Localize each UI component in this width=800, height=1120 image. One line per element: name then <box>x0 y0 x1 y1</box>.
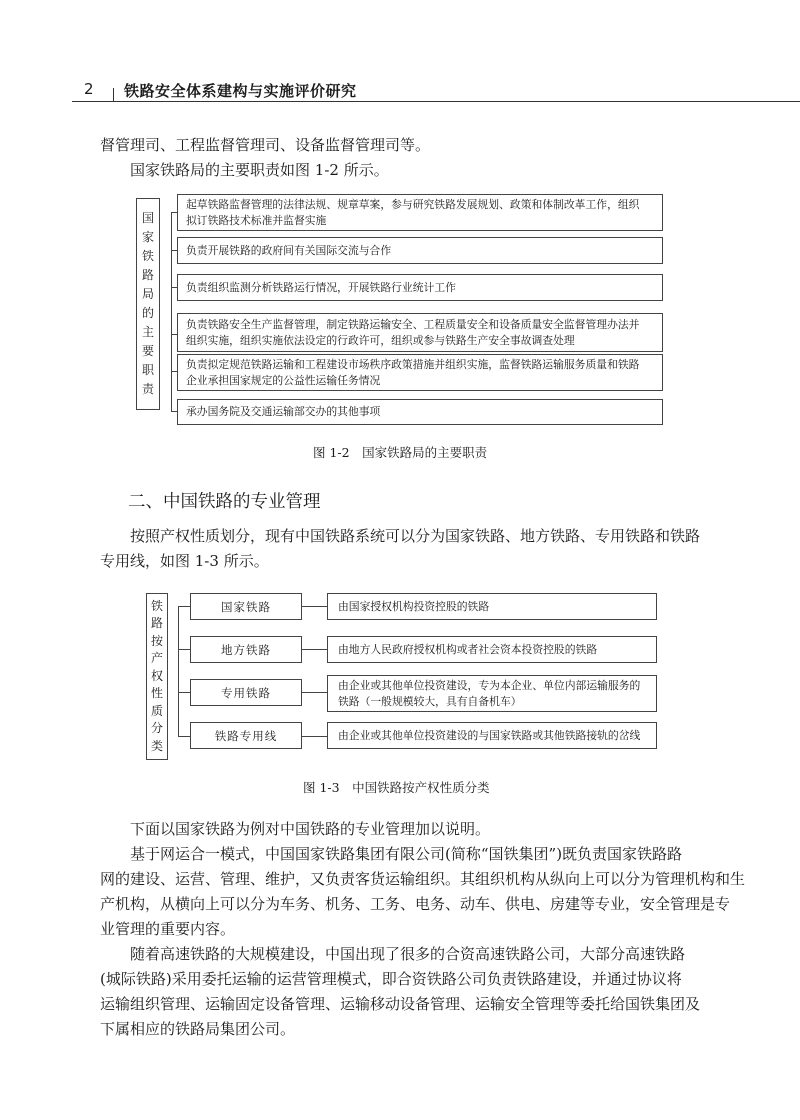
category-description <box>327 593 657 620</box>
label-char: 主 <box>141 325 154 339</box>
figure-1-3-caption: 图 1-3 中国铁路按产权性质分类 <box>303 780 490 795</box>
connector-branch <box>178 736 190 737</box>
paragraph-line: 下属相应的铁路局集团公司。 <box>100 1020 296 1038</box>
label-char: 要 <box>141 344 154 358</box>
label-char: 局 <box>141 287 154 301</box>
label-char: 职 <box>141 363 154 377</box>
label-char: 性 <box>150 686 163 701</box>
paragraph-line: 业管理的重要内容。 <box>100 920 236 938</box>
book-title: 铁路安全体系建构与实施评价研究 <box>124 82 357 100</box>
duty-box <box>177 313 663 352</box>
duty-text: 拟订铁路技术标准并监督实施 <box>186 213 327 227</box>
label-char: 类 <box>150 738 163 753</box>
paragraph-line: 运输组织管理、运输固定设备管理、运输移动设备管理、运输安全管理等委托给国铁集团及 <box>100 995 701 1013</box>
paragraph-1: 下面以国家铁路为例对中国铁路的专业管理加以说明。 <box>130 820 491 838</box>
paragraph-line: 产机构，从横向上可以分为车务、机务、工务、电务、动车、供电、房建等专业，安全管理是专 <box>100 895 731 913</box>
duty-text: 起草铁路监督管理的法律法规、规章草案，参与研究铁路发展规划、政策和体制改革工作，组织 <box>186 197 640 211</box>
description-text: 由企业或其他单位投资建设，专为本企业、单位内部运输服务的 <box>338 678 641 692</box>
duty-text: 组织实施，组织实施依法设定的行政许可，组织或参与铁路生产安全事故调查处理 <box>186 333 575 347</box>
category-box <box>190 593 302 620</box>
description-text: 由国家授权机构投资控股的铁路 <box>338 599 490 613</box>
paragraph-line: (城际铁路)采用委托运输的运营管理模式，即合资铁路公司负责铁路建设，并通过协议将 <box>100 970 682 988</box>
connector-branch <box>178 692 190 693</box>
description-text: 由地方人民政府授权机构或者社会资本投资控股的铁路 <box>338 642 598 656</box>
label-char: 质 <box>150 703 163 718</box>
duty-text: 负责组织监测分析铁路运行情况，开展铁路行业统计工作 <box>186 280 456 294</box>
description-text: 由企业或其他单位投资建设的与国家铁路或其他铁路接轨的岔线 <box>338 728 641 742</box>
duty-box <box>177 274 663 301</box>
category-description <box>327 675 657 712</box>
category-box <box>190 679 302 706</box>
section-para-line-1: 按照产权性质划分，现有中国铁路系统可以分为国家铁路、地方铁路、专用铁路和铁路 <box>130 527 701 545</box>
category-name: 铁路专用线 <box>214 728 278 743</box>
figure-1-3-left-label <box>146 593 168 760</box>
category-box <box>190 722 302 749</box>
category-box <box>190 636 302 663</box>
figure-1-2-left-label <box>136 198 160 410</box>
category-name: 地方铁路 <box>221 642 271 657</box>
label-char: 路 <box>141 268 154 282</box>
connector-trunk <box>178 606 179 736</box>
duty-text: 负责拟定规范铁路运输和工程建设市场秩序政策措施并组织实施，监督铁路运输服务质量和铁路 <box>186 357 640 371</box>
label-char: 分 <box>150 721 163 736</box>
connector-trunk <box>171 212 172 411</box>
connector-link <box>302 692 327 693</box>
label-char: 国 <box>141 211 154 225</box>
paragraph-line: 网的建设、运营、管理、维护，又负责客货运输组织。其组织机构从纵向上可以分为管理机构和生 <box>100 870 746 888</box>
paragraph-line: 随着高速铁路的大规模建设，中国出现了很多的合资高速铁路公司，大部分高速铁路 <box>130 945 686 963</box>
section-heading: 二、中国铁路的专业管理 <box>128 492 321 512</box>
label-char: 铁 <box>150 598 163 613</box>
connector-link <box>302 736 327 737</box>
connector-link <box>302 649 327 650</box>
header-divider <box>113 88 114 101</box>
label-char: 家 <box>141 230 154 244</box>
label-char: 权 <box>150 668 163 683</box>
category-name: 专用铁路 <box>221 685 271 700</box>
section-para-line-2: 专用线，如图 1-3 所示。 <box>100 552 269 570</box>
duty-text: 负责开展铁路的政府间有关国际交流与合作 <box>186 243 392 257</box>
paragraph-line: 基于网运合一模式，中国国家铁路集团有限公司(简称“国铁集团”)既负责国家铁路路 <box>130 845 683 863</box>
duty-box <box>177 399 663 425</box>
duty-text: 承办国务院及交通运输部交办的其他事项 <box>186 405 381 418</box>
label-char: 路 <box>150 616 163 631</box>
duty-text: 企业承担国家规定的公益性运输任务情况 <box>186 373 381 387</box>
connector-link <box>302 606 327 607</box>
category-description <box>327 722 657 749</box>
category-description <box>327 636 657 663</box>
duty-box <box>177 237 663 264</box>
label-char: 的 <box>141 306 154 320</box>
intro-line-2: 国家铁路局的主要职责如图 1-2 所示。 <box>130 161 389 179</box>
category-name: 国家铁路 <box>221 599 271 614</box>
label-char: 铁 <box>141 249 154 263</box>
connector-branch <box>178 606 190 607</box>
label-char: 按 <box>150 633 163 648</box>
connector-branch <box>178 649 190 650</box>
description-text: 铁路（一般规模较大，具有自备机车） <box>338 694 522 708</box>
figure-1-2-caption: 图 1-2 国家铁路局的主要职责 <box>313 445 488 460</box>
page-number: 2 <box>84 80 94 98</box>
duty-text: 负责铁路安全生产监督管理，制定铁路运输安全、工程质量安全和设备质量安全监督管理办法并 <box>186 317 640 331</box>
header-rule <box>72 101 800 102</box>
label-char: 责 <box>141 382 154 396</box>
duty-box <box>177 354 663 391</box>
intro-line-1: 督管理司、工程监督管理司、设备监督管理司等。 <box>100 136 431 154</box>
duty-box <box>177 194 663 231</box>
label-char: 产 <box>150 651 163 666</box>
